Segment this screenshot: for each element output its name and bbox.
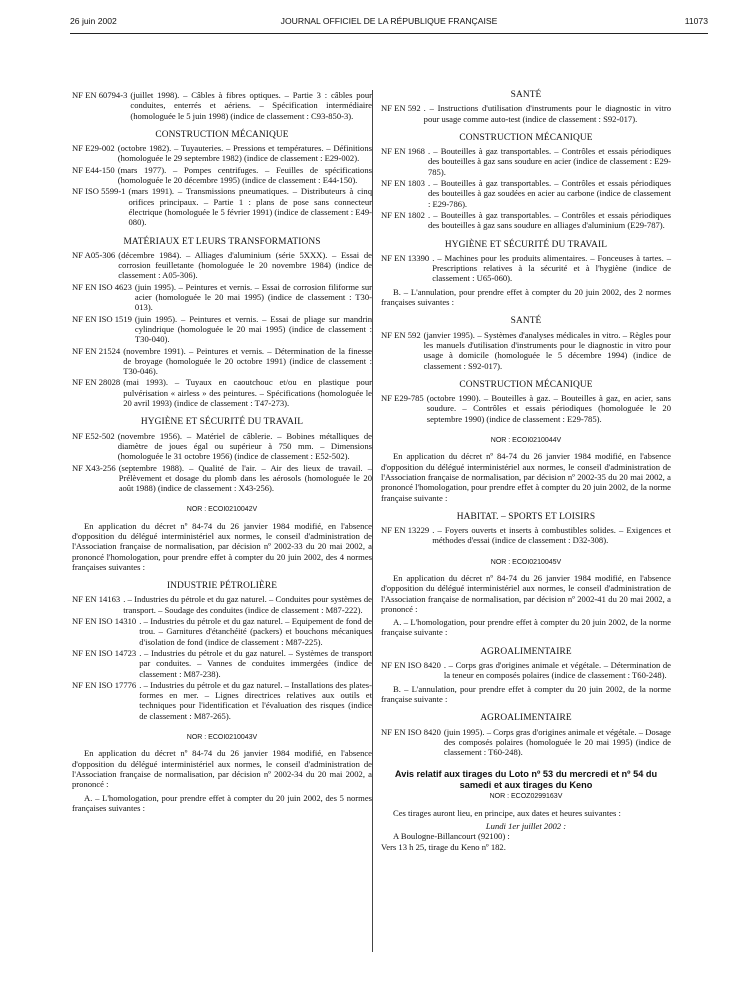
section-heading: INDUSTRIE PÉTROLIÈRE	[166, 581, 278, 592]
header-rule	[70, 33, 708, 34]
norm-text: (janvier 1995). – Systèmes d'analyses médicales in vitro. – Règles pour les manuels d'utilisation d'instruments pour le diagnostic in vitro pour usage à domicile (homologuée le 5 décembre 1994) (indice de classement : S92-017).	[423, 329, 671, 371]
right-column	[381, 90, 671, 852]
norm-text: (octobre 1982). – Tuyauteries. – Pressions et températures. – Définitions (homologuée le 29 septembre 1982) (indice de classement : E29-002).	[117, 143, 372, 164]
norm-text: . – Bouteilles à gaz transportables. – Contrôles et essais périodiques des bouteilles à gaz sans soudure en alliages d'aluminium (E29-787).	[427, 209, 671, 231]
norm-entry	[381, 727, 671, 758]
section-heading: AGROALIMENTAIRE	[480, 646, 572, 657]
norm-entry	[72, 431, 372, 462]
decision-paragraph: A. – L'homologation, pour prendre effet à compter du 20 juin 2002, de la norme française suivante :	[381, 617, 671, 638]
norm-text: (octobre 1990). – Bouteilles à gaz. – Bouteilles à gaz, en acier, sans soudure. – Contrôles et essais périodiques (homologuée le 20 septembre 1990) (indice de classement : E29-785).	[426, 393, 671, 424]
section-heading: HYGIÈNE ET SÉCURITÉ DU TRAVAIL	[140, 417, 304, 428]
section-heading: CONSTRUCTION MÉCANIQUE	[459, 132, 593, 143]
norm-text: . – Industries du pétrole et du gaz naturel. – Equipement de fond de trou. – Garnitures d'étanchéité (packers) et bouchons mécaniques d'isolation de fond (indice de classement : M87-225).	[139, 616, 372, 647]
nor-reference: NOR : ECOI0210045V	[490, 558, 562, 566]
nor-reference: NOR : ECOZ0299163V	[489, 793, 563, 801]
decision-paragraph: B. – L'annulation, pour prendre effet à compter du 20 juin 2002, des 2 normes françaises suivantes :	[381, 286, 671, 308]
norm-entry	[381, 210, 671, 231]
norm-code: NF EN ISO 17776	[72, 679, 137, 690]
norm-code: NF EN 1968	[381, 146, 425, 157]
norm-text: . – Foyers ouverts et inserts à combustibles solides. – Exigences et méthodes d'essai (indice de classement : D32-308).	[432, 525, 671, 546]
decision-paragraph: A. – L'homologation, pour prendre effet à compter du 20 juin 2002, des 5 normes françaises suivantes :	[72, 792, 372, 813]
norm-entry	[381, 146, 671, 177]
decision-paragraph: En application du décret nº 84-74 du 26 janvier 1984 modifié, en l'absence d'opposition du délégué interministériel aux normes, le conseil d'administration de l'Association française de normalisation, par décision nº 2002-35 du 20 mai 2002, a prononcé l'homologation, pour prendre effet à compter du 20 juin 2002, de la norme française suivante :	[381, 451, 671, 503]
norm-code: NF EN 1803	[381, 178, 425, 189]
norm-entry	[381, 330, 671, 371]
norm-code: NF EN 592	[381, 103, 421, 114]
norm-code: NF E29-002	[72, 143, 115, 154]
norm-text: (décembre 1984). – Alliages d'aluminium (série 5XXX). – Essai de corrosion feuilletante (homologuée le 20 novembre 1984) (indice de classement : A05-306).	[118, 249, 372, 281]
norm-entry	[72, 282, 372, 313]
header-page-number: 11073	[684, 16, 708, 26]
norm-text: (juin 1995). – Corps gras d'origines animale et végétale. – Dosage des composés polaires (homologuée le 20 mai 1995) (indice de classement : T60-248).	[443, 726, 671, 758]
notice-paragraph: Ces tirages auront lieu, en principe, aux dates et heures suivantes :	[393, 807, 621, 818]
norm-entry	[381, 178, 671, 209]
norm-text: (juin 1995). – Peintures et vernis. – Essai de corrosion filiforme sur acier (homologuée le 20 mai 1995) (indice de classement : T30-013).	[134, 281, 372, 313]
norm-entry	[72, 616, 372, 647]
draw-location: A Boulogne-Billancourt (92100) :	[393, 831, 510, 842]
norm-text: (juin 1995). – Peintures et vernis. – Essai de pliage sur mandrin cylindrique (homologuée le 20 mai 1995) (indice de classement : T30-040).	[134, 313, 372, 345]
norm-text: . – Machines pour les produits alimentaires. – Fonceuses à tartes. – Prescriptions relatives à la sécurité et à l'hygiène (indice de classement : U65-060).	[432, 252, 671, 284]
section-heading: SANTÉ	[510, 316, 542, 327]
norm-code: NF X43-256	[72, 462, 116, 473]
norm-entry	[381, 253, 671, 284]
norm-text: . – Industries du pétrole et du gaz naturel. – Conduites pour systèmes de transport. – Soudage des conduites (indice de classement : M87-222).	[123, 594, 372, 615]
norm-code: NF EN 1802	[381, 209, 425, 220]
norm-code: NF EN ISO 8420	[381, 660, 441, 671]
norm-text: . – Bouteilles à gaz transportables. – Contrôles et essais périodiques des bouteilles à gaz sans soudure en acier (indice de classement : E29-785).	[427, 146, 671, 177]
section-heading: CONSTRUCTION MÉCANIQUE	[459, 379, 593, 390]
norm-code: NF EN ISO 1519	[72, 313, 132, 324]
norm-code: NF EN ISO 14310	[72, 616, 137, 627]
nor-reference: NOR : ECOI0210044V	[490, 437, 562, 445]
section-heading: AGROALIMENTAIRE	[480, 713, 572, 724]
norm-entry	[72, 90, 372, 121]
norm-code: NF E52-502	[72, 430, 115, 441]
norm-code: NF EN 60794-3	[72, 90, 128, 100]
norm-entry	[381, 525, 671, 546]
norm-code: NF A05-306	[72, 249, 116, 260]
draw-date: Lundi 1er juillet 2002 :	[485, 821, 567, 832]
section-heading: HYGIÈNE ET SÉCURITÉ DU TRAVAIL	[444, 239, 608, 250]
norm-text: . – Corps gras d'origines animale et végétale. – Détermination de la teneur en composés polaires (indice de classement : T60-248).	[443, 660, 671, 681]
norm-code: NF EN 14163	[72, 594, 121, 605]
norm-entry	[72, 377, 372, 408]
norm-code: NF EN 28028	[72, 377, 121, 388]
norm-code: NF E29-785	[381, 393, 424, 404]
norm-code: NF EN 13390	[381, 252, 430, 263]
norm-text: (septembre 1988). – Qualité de l'air. – Air des lieux de travail. – Prélèvement et dosage du plomb dans les aérosols (homologuée le 20 août 1988) (indice de classement : X43-256).	[118, 462, 372, 494]
norm-entry	[72, 346, 372, 377]
notice-title: Avis relatif aux tirages du Loto nº 53 du mercredi et nº 54 du samedi et aux tirages du Keno	[394, 769, 658, 791]
page-header	[70, 16, 708, 32]
decision-paragraph: En application du décret nº 84-74 du 26 janvier 1984 modifié, en l'absence d'opposition du délégué interministériel aux normes, le conseil d'administration de l'Association française de normalisation, par décision nº 2002-34 du 20 mai 2002, a prononcé :	[72, 748, 372, 790]
norm-entry	[72, 314, 372, 345]
nor-reference: NOR : ECOI0210043V	[186, 734, 258, 742]
draw-detail: Vers 13 h 25, tirage du Keno nº 182.	[381, 841, 506, 852]
decision-paragraph: B. – L'annulation, pour prendre effet à compter du 20 juin 2002, de la norme française suivante :	[381, 683, 671, 704]
norm-entry	[72, 594, 372, 615]
norm-entry	[72, 250, 372, 281]
norm-text: . – Industries du pétrole et du gaz naturel. – Installations des plates-formes en mer. – Lignes directrices relatives aux outils et techniques pour l'identification et l'évaluation des risques (indice de classement : M87-265).	[139, 679, 372, 721]
norm-text: . – Industries du pétrole et du gaz naturel. – Systèmes de transport par conduites. – Vannes de conduites immergées (indice de classement : M87-238).	[139, 647, 372, 679]
section-heading: HABITAT. – SPORTS ET LOISIRS	[456, 511, 596, 522]
norm-code: NF EN 21524	[72, 345, 121, 356]
norm-entry	[72, 143, 372, 164]
norm-text: . – Instructions d'utilisation d'instruments pour le diagnostic in vitro pour usage comme auto-test (indice de classement : S92-017).	[423, 103, 671, 124]
norm-text: (novembre 1991). – Peintures et vernis. – Détermination de la finesse de broyage (homologuée le 20 octobre 1991) (indice de classement : T30-046).	[123, 345, 372, 377]
norm-text: (novembre 1956). – Matériel de câblerie. – Bobines métalliques de diamètre de joues égal ou supérieur à 750 mm. – Dimensions (homologuée le 31 octobre 1956) (indice de classement : E52-502).	[117, 430, 372, 462]
norm-text: (mai 1993). – Tuyaux en caoutchouc et/ou en plastique pour pulvérisation « airless » des peintures. – Spécifications (homologuée le 20 avril 1993) (indice de classement : T47-273).	[123, 377, 372, 409]
norm-code: NF EN ISO 14723	[72, 647, 137, 658]
norm-code: NF E44-150	[72, 164, 115, 175]
norm-text: (juillet 1998). – Câbles à fibres optiques. – Partie 3 : câbles pour conduites, enterrés et aériens. – Spécification intermédiaire (homologuée le 5 juin 1998) (indice de classement : C93-850-3).	[130, 90, 372, 121]
norm-code: NF EN 13229	[381, 525, 430, 536]
norm-text: (mars 1977). – Pompes centrifuges. – Feuilles de spécifications (homologuée le 20 décembre 1995) (indice de classement : E44-150).	[117, 164, 372, 186]
norm-entry	[72, 680, 372, 721]
header-journal-title: JOURNAL OFFICIEL DE LA RÉPUBLIQUE FRANÇAISE	[280, 16, 498, 26]
section-heading: CONSTRUCTION MÉCANIQUE	[155, 129, 289, 140]
section-heading: MATÉRIAUX ET LEURS TRANSFORMATIONS	[123, 236, 321, 247]
section-heading: SANTÉ	[510, 90, 542, 100]
norm-code: NF EN 592	[381, 329, 421, 340]
norm-entry	[72, 165, 372, 186]
decision-paragraph: En application du décret nº 84-74 du 26 janvier 1984 modifié, en l'absence d'opposition du délégué interministériel aux normes, le conseil d'administration de l'Association française de normalisation, par décision nº 2002-41 du 20 mai 2002, a prononcé :	[381, 572, 671, 614]
norm-entry	[381, 393, 671, 424]
norm-code: NF EN ISO 8420	[381, 726, 441, 737]
left-column	[72, 90, 372, 816]
decision-paragraph: En application du décret nº 84-74 du 26 janvier 1984 modifié, en l'absence d'opposition du délégué interministériel aux normes, le conseil d'administration de l'Association française de normalisation, par décision nº 2002-33 du 20 mai 2002, a prononcé l'homologation, pour prendre effet à compter du 20 juin 2002, des 4 normes françaises suivantes :	[72, 520, 372, 572]
header-date: 26 juin 2002	[70, 16, 117, 26]
norm-code: NF ISO 5599-1	[72, 186, 126, 197]
norm-entry	[72, 463, 372, 494]
norm-code: NF EN ISO 4623	[72, 281, 132, 292]
norm-entry	[72, 648, 372, 679]
norm-text: . – Bouteilles à gaz transportables. – Contrôles et essais périodiques des bouteilles à gaz soudées en acier au carbone (indice de classement : E29-786).	[427, 178, 671, 209]
column-separator	[372, 90, 373, 952]
norm-text: (mars 1991). – Transmissions pneumatiques. – Distributeurs à cinq orifices principaux. – Partie 1 : plans de pose sans connecteur électrique (homologuée le 5 février 1991) (indice de classement : E49-080).	[128, 186, 372, 228]
nor-reference: NOR : ECOI0210042V	[186, 506, 258, 514]
norm-entry	[72, 186, 372, 227]
norm-entry	[381, 103, 671, 124]
norm-entry	[381, 660, 671, 681]
